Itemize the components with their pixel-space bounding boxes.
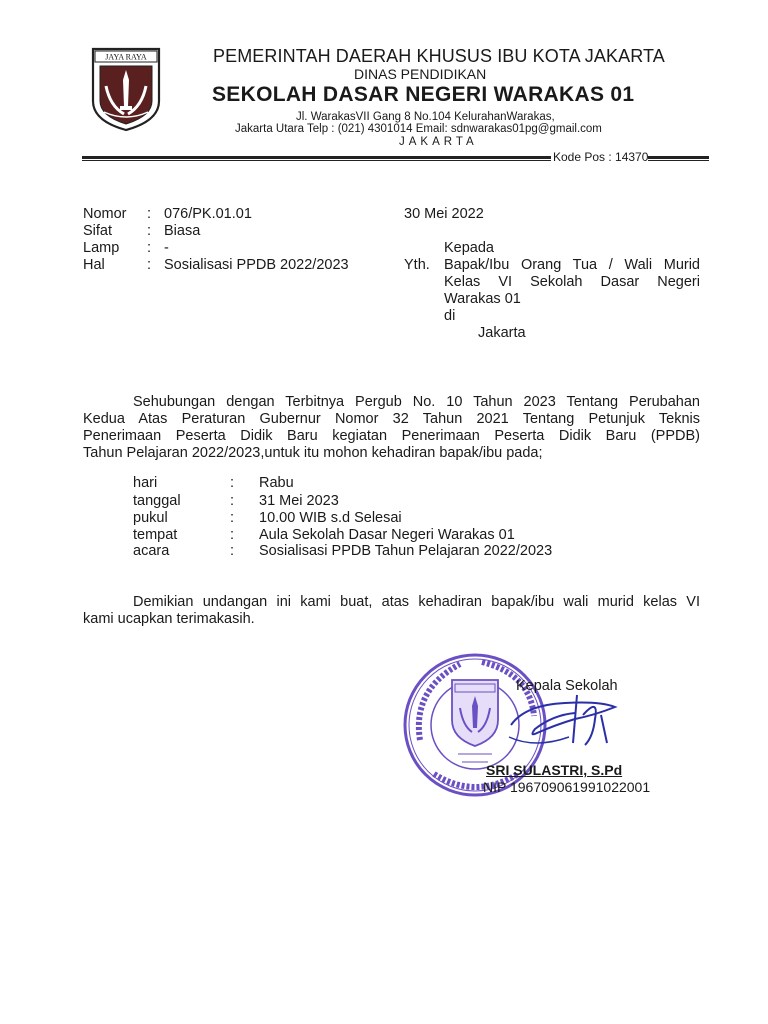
body-line: Tahun Pelajaran 2022/2023,untuk itu mohon kehadiran bapak/ibu pada; xyxy=(83,445,543,461)
detail-label-tempat: tempat xyxy=(133,527,178,543)
logo-text: JAYA RAYA xyxy=(105,52,147,62)
detail-value-tempat: Aula Sekolah Dasar Negeri Warakas 01 xyxy=(259,527,515,543)
meta-colon: : xyxy=(147,257,152,273)
recipient-di: di xyxy=(444,308,456,324)
body-line: Sehubungan dengan Terbitnya Pergub No. 10 Tahun 2023 Tentang Perubahan xyxy=(133,394,700,410)
meta-colon: : xyxy=(147,206,152,222)
closing-line: kami ucapkan terimakasih. xyxy=(83,611,255,627)
letter-date: 30 Mei 2022 xyxy=(404,206,484,222)
department-name: DINAS PENDIDIKAN xyxy=(354,66,487,82)
detail-colon: : xyxy=(230,510,235,526)
recipient-line3: Warakas 01 xyxy=(444,291,521,307)
meta-value-lamp: - xyxy=(164,240,169,256)
school-address-line1: Jl. WarakasVII Gang 8 No.104 KelurahanWarakas, xyxy=(296,111,555,123)
school-address-line2: Jakarta Utara Telp : (021) 4301014 Email: sdnwarakas01pg@gmail.com xyxy=(235,123,602,135)
signatory-nip: NIP 196709061991022001 xyxy=(483,779,651,795)
meta-value-hal: Sosialisasi PPDB 2022/2023 xyxy=(164,257,349,273)
meta-value-sifat: Biasa xyxy=(164,223,201,239)
body-paragraph xyxy=(83,394,700,462)
meta-colon: : xyxy=(147,223,152,239)
handwritten-signature-icon xyxy=(505,685,625,755)
meta-label-lamp: Lamp xyxy=(83,240,120,256)
signature-title: Kepala Sekolah xyxy=(516,678,618,694)
body-line: Kedua Atas Peraturan Gubernur Nomor 32 Tahun 2021 Tentang Petunjuk Teknis xyxy=(83,411,700,427)
detail-value-pukul: 10.00 WIB s.d Selesai xyxy=(259,510,402,526)
detail-label-hari: hari xyxy=(133,475,158,491)
detail-colon: : xyxy=(230,543,235,559)
recipient-kepada: Kepada xyxy=(444,240,494,256)
detail-label-acara: acara xyxy=(133,543,170,559)
detail-colon: : xyxy=(230,527,235,543)
detail-value-acara: Sosialisasi PPDB Tahun Pelajaran 2022/2023 xyxy=(259,543,553,559)
closing-line: Demikian undangan ini kami buat, atas kehadiran bapak/ibu wali murid kelas VI xyxy=(133,594,700,610)
detail-value-hari: Rabu xyxy=(259,475,294,491)
recipient-line2: Kelas VI Sekolah Dasar Negeri xyxy=(444,274,700,290)
body-line: Penerimaan Peserta Didik Baru kegiatan Penerimaan Peserta Didik Baru (PPDB) xyxy=(83,428,700,444)
school-name: SEKOLAH DASAR NEGERI WARAKAS 01 xyxy=(212,83,635,106)
detail-colon: : xyxy=(230,475,235,491)
detail-value-tanggal: 31 Mei 2023 xyxy=(259,493,339,509)
closing-paragraph xyxy=(83,594,700,628)
meta-label-nomor: Nomor xyxy=(83,206,127,222)
detail-colon: : xyxy=(230,493,235,509)
recipient-yth: Yth. xyxy=(404,257,430,273)
meta-colon: : xyxy=(147,240,152,256)
meta-label-sifat: Sifat xyxy=(83,223,113,239)
signatory-name: SRI SULASTRI, S.Pd xyxy=(486,762,623,778)
school-city: JAKARTA xyxy=(399,136,478,148)
government-name: PEMERINTAH DAERAH KHUSUS IBU KOTA JAKARTA xyxy=(213,46,665,66)
recipient-line1: Bapak/Ibu Orang Tua / Wali Murid xyxy=(444,257,700,273)
recipient-address xyxy=(444,257,700,308)
recipient-city: Jakarta xyxy=(478,325,526,341)
jaya-raya-emblem-icon xyxy=(90,46,162,132)
detail-label-tanggal: tanggal xyxy=(133,493,181,509)
postal-code: Kode Pos : 14370 xyxy=(553,150,649,164)
detail-label-pukul: pukul xyxy=(133,510,168,526)
meta-label-hal: Hal xyxy=(83,257,105,273)
meta-value-nomor: 076/PK.01.01 xyxy=(164,206,252,222)
